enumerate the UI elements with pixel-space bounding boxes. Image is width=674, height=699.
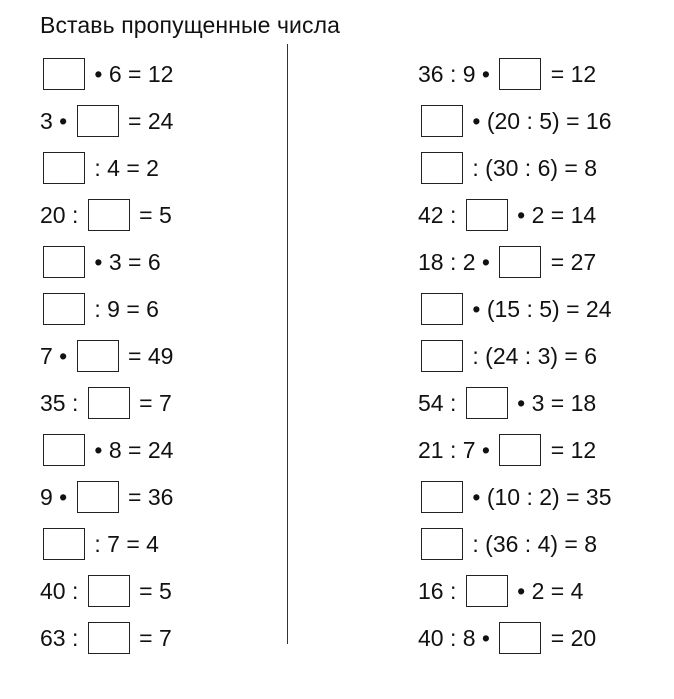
equation-prefix: 54 : bbox=[418, 389, 463, 416]
column-divider bbox=[287, 44, 288, 644]
left-column bbox=[40, 50, 173, 661]
equation-row bbox=[40, 614, 173, 661]
equation-suffix: • (20 : 5) = 16 bbox=[466, 107, 612, 134]
answer-box[interactable] bbox=[88, 575, 130, 607]
equation-prefix: 16 : bbox=[418, 577, 463, 604]
answer-box[interactable] bbox=[43, 293, 85, 325]
equation-prefix: 9 • bbox=[40, 483, 74, 510]
answer-box[interactable] bbox=[88, 199, 130, 231]
right-column bbox=[418, 50, 612, 661]
equation-suffix: : (36 : 4) = 8 bbox=[466, 530, 598, 557]
equation-suffix: = 12 bbox=[544, 436, 597, 463]
equation-suffix: = 12 bbox=[544, 60, 597, 87]
answer-box[interactable] bbox=[421, 105, 463, 137]
equation-row bbox=[40, 426, 173, 473]
answer-box[interactable] bbox=[421, 340, 463, 372]
equation-row bbox=[40, 97, 173, 144]
equation-suffix: = 7 bbox=[132, 624, 172, 651]
answer-box[interactable] bbox=[77, 481, 119, 513]
equation-row bbox=[418, 144, 612, 191]
equation-suffix: : 9 = 6 bbox=[88, 295, 159, 322]
equation-suffix: = 5 bbox=[132, 201, 172, 228]
equation-prefix: 63 : bbox=[40, 624, 85, 651]
equation-row bbox=[418, 473, 612, 520]
answer-box[interactable] bbox=[466, 387, 508, 419]
equation-row bbox=[40, 191, 173, 238]
equation-suffix: • 8 = 24 bbox=[88, 436, 174, 463]
equation-prefix: 20 : bbox=[40, 201, 85, 228]
equation-row bbox=[418, 426, 612, 473]
equation-row bbox=[418, 379, 612, 426]
equation-prefix: 21 : 7 • bbox=[418, 436, 497, 463]
equation-prefix: 42 : bbox=[418, 201, 463, 228]
answer-box[interactable] bbox=[43, 528, 85, 560]
equation-row bbox=[40, 285, 173, 332]
equation-suffix: • 2 = 14 bbox=[510, 201, 597, 228]
answer-box[interactable] bbox=[88, 622, 130, 654]
equation-suffix: = 36 bbox=[121, 483, 174, 510]
equation-suffix: = 24 bbox=[121, 107, 174, 134]
equation-suffix: • 3 = 18 bbox=[510, 389, 597, 416]
answer-box[interactable] bbox=[499, 58, 541, 90]
equation-prefix: 36 : 9 • bbox=[418, 60, 497, 87]
equation-row bbox=[418, 614, 612, 661]
equation-row bbox=[40, 520, 173, 567]
equation-suffix: : (24 : 3) = 6 bbox=[466, 342, 598, 369]
equation-suffix: = 49 bbox=[121, 342, 174, 369]
answer-box[interactable] bbox=[421, 481, 463, 513]
equation-suffix: • (15 : 5) = 24 bbox=[466, 295, 612, 322]
equation-row bbox=[40, 144, 173, 191]
equation-suffix: = 27 bbox=[544, 248, 597, 275]
equation-suffix: = 20 bbox=[544, 624, 597, 651]
equation-prefix: 35 : bbox=[40, 389, 85, 416]
equation-suffix: • 6 = 12 bbox=[88, 60, 174, 87]
worksheet-title: Вставь пропущенные числа bbox=[40, 12, 341, 38]
equation-suffix: = 5 bbox=[132, 577, 172, 604]
equation-prefix: 3 • bbox=[40, 107, 74, 134]
equation-prefix: 18 : 2 • bbox=[418, 248, 497, 275]
equation-suffix: : 7 = 4 bbox=[88, 530, 159, 557]
equation-suffix: : (30 : 6) = 8 bbox=[466, 154, 598, 181]
equation-suffix: : 4 = 2 bbox=[88, 154, 159, 181]
answer-box[interactable] bbox=[43, 434, 85, 466]
answer-box[interactable] bbox=[421, 528, 463, 560]
equation-row bbox=[418, 238, 612, 285]
answer-box[interactable] bbox=[499, 246, 541, 278]
answer-box[interactable] bbox=[77, 105, 119, 137]
answer-box[interactable] bbox=[43, 246, 85, 278]
equation-row bbox=[418, 285, 612, 332]
equation-suffix: • 2 = 4 bbox=[510, 577, 584, 604]
equation-row bbox=[418, 97, 612, 144]
answer-box[interactable] bbox=[421, 293, 463, 325]
equation-row bbox=[418, 50, 612, 97]
equation-prefix: 40 : bbox=[40, 577, 85, 604]
equation-suffix: • (10 : 2) = 35 bbox=[466, 483, 612, 510]
answer-box[interactable] bbox=[466, 199, 508, 231]
answer-box[interactable] bbox=[43, 58, 85, 90]
answer-box[interactable] bbox=[88, 387, 130, 419]
equation-row bbox=[40, 50, 173, 97]
equation-row bbox=[40, 473, 173, 520]
equation-row bbox=[418, 332, 612, 379]
equation-row bbox=[40, 567, 173, 614]
equation-row bbox=[40, 379, 173, 426]
equation-prefix: 7 • bbox=[40, 342, 74, 369]
answer-box[interactable] bbox=[421, 152, 463, 184]
answer-box[interactable] bbox=[499, 434, 541, 466]
equation-row bbox=[418, 191, 612, 238]
equation-row bbox=[40, 332, 173, 379]
equation-prefix: 40 : 8 • bbox=[418, 624, 497, 651]
equation-suffix: • 3 = 6 bbox=[88, 248, 161, 275]
equation-row bbox=[40, 238, 173, 285]
answer-box[interactable] bbox=[466, 575, 508, 607]
answer-box[interactable] bbox=[43, 152, 85, 184]
equation-row bbox=[418, 567, 612, 614]
answer-box[interactable] bbox=[499, 622, 541, 654]
equation-row bbox=[418, 520, 612, 567]
answer-box[interactable] bbox=[77, 340, 119, 372]
equation-suffix: = 7 bbox=[132, 389, 172, 416]
